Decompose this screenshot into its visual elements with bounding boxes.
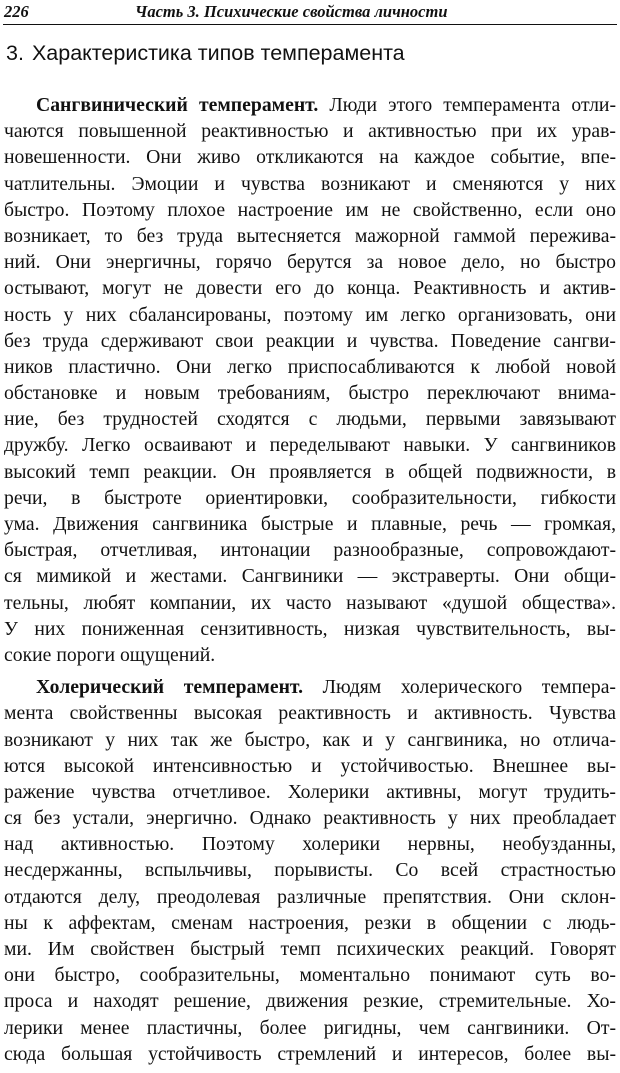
text-line: речи, в быстроте ориентировки, сообразительности, гибкости (4, 486, 616, 509)
text-line: ются высокой интенсивностью и устойчивостью. Внешнее вы- (4, 754, 616, 777)
text-line: ума. Движения сангвиника быстрые и плавные, речь — громкая, (4, 513, 616, 535)
lead-term: Холерический темперамент. (36, 676, 304, 699)
text-line: над активностью. Поэтому холерики нервны, необузданны, (4, 833, 616, 856)
text-line: они быстро, сообразительны, моментально понимают суть во- (4, 964, 616, 987)
text-line: ние, без трудностей сходятся с людьми, первыми завязывают (4, 408, 616, 431)
text-line: несдержанны, вспыльчивы, порывисты. Со всей страстностью (4, 859, 616, 882)
text-line: ся без устали, энергично. Однако реактивность у них преобладает (4, 807, 616, 830)
paragraph-sanguine (4, 92, 616, 668)
paragraph-first-line (4, 674, 616, 700)
lead-term: Сангвинический темперамент. (36, 94, 319, 116)
running-title: Часть 3. Психические свойства личности (135, 2, 448, 21)
text-line: ми. Им свойствен быстрый темп психических реакций. Говорят (4, 938, 616, 960)
text-line: новешенности. Они живо откликаются на каждое событие, впе- (4, 146, 616, 169)
paragraph-first-line (4, 92, 616, 118)
text-line: отдаются делу, преодолевая различные препятствия. Они склон- (4, 885, 616, 908)
paragraph-choleric (4, 674, 616, 1067)
text-line: быстро. Поэтому плохое настроение им не свойственно, если оно (4, 198, 616, 221)
text-line: мента свойственны высокая реактивность и активность. Чувства (4, 702, 616, 725)
text-line: быстрая, отчетливая, интонации разнообразные, сопровождают- (4, 539, 616, 562)
text-line: чаются повышенной реактивностью и активностью при их урав- (4, 120, 616, 143)
text-line: без труда сдерживают свои реакции и чувства. Поведение сангви- (4, 329, 616, 352)
first-line-text: Людям холерического темпера- (303, 676, 616, 699)
body-text (4, 92, 616, 1073)
text-line: возникает, то без труда вытесняется мажорной гаммой пережива- (4, 224, 616, 247)
text-line: У них пониженная сензитивность, низкая чувствительность, вы- (4, 617, 616, 640)
text-line: тельны, любят компании, их часто называют «душой общества». (4, 591, 616, 614)
text-line: остывают, могут не довести его до конца. Реактивность и актив- (4, 277, 616, 300)
section-heading (6, 38, 405, 68)
text-line: дружбу. Легко осваивают и переделывают навыки. У сангвиников (4, 434, 616, 457)
text-line: сокие пороги ощущений. (4, 643, 216, 666)
text-line: лерики менее пластичны, более ригидны, чем сангвиники. От- (4, 1016, 616, 1039)
running-header (4, 2, 616, 24)
text-line: высокий темп реакции. Он проявляется в общей подвижности, в (4, 460, 616, 483)
header-rule (3, 24, 617, 25)
section-number: 3. (6, 41, 24, 65)
text-line: обстановке и новым требованиям, быстро переключают внима- (4, 382, 616, 405)
text-line: ность у них сбалансированы, поэтому им легко организовать, они (4, 303, 616, 326)
first-line-text: Люди этого темперамента отли- (318, 94, 616, 116)
text-line: ся мимикой и жестами. Сангвиники — экстраверты. Они общи- (4, 565, 616, 588)
text-line: ражение чувства отчетливое. Холерики активны, могут трудить- (4, 780, 616, 803)
text-line: чатлительны. Эмоции и чувства возникают и сменяются у них (4, 172, 616, 195)
page-number: 226 (4, 2, 29, 21)
text-line: ний. Они энергичны, горячо берутся за новое дело, но быстро (4, 251, 616, 274)
text-line: возникают у них так же быстро, как и у сангвиника, но отлича- (4, 728, 616, 751)
section-title: Характеристика типов темперамента (31, 41, 405, 65)
text-line: ников пластично. Они легко приспосабливаются к любой новой (4, 355, 616, 378)
text-line: ны к аффектам, сменам настроения, резки в общении с людь- (4, 911, 616, 934)
text-line: проса и находят решение, движения резкие, стремительные. Хо- (4, 990, 616, 1013)
text-line: сюда большая устойчивость стремлений и интересов, более вы- (4, 1042, 616, 1065)
